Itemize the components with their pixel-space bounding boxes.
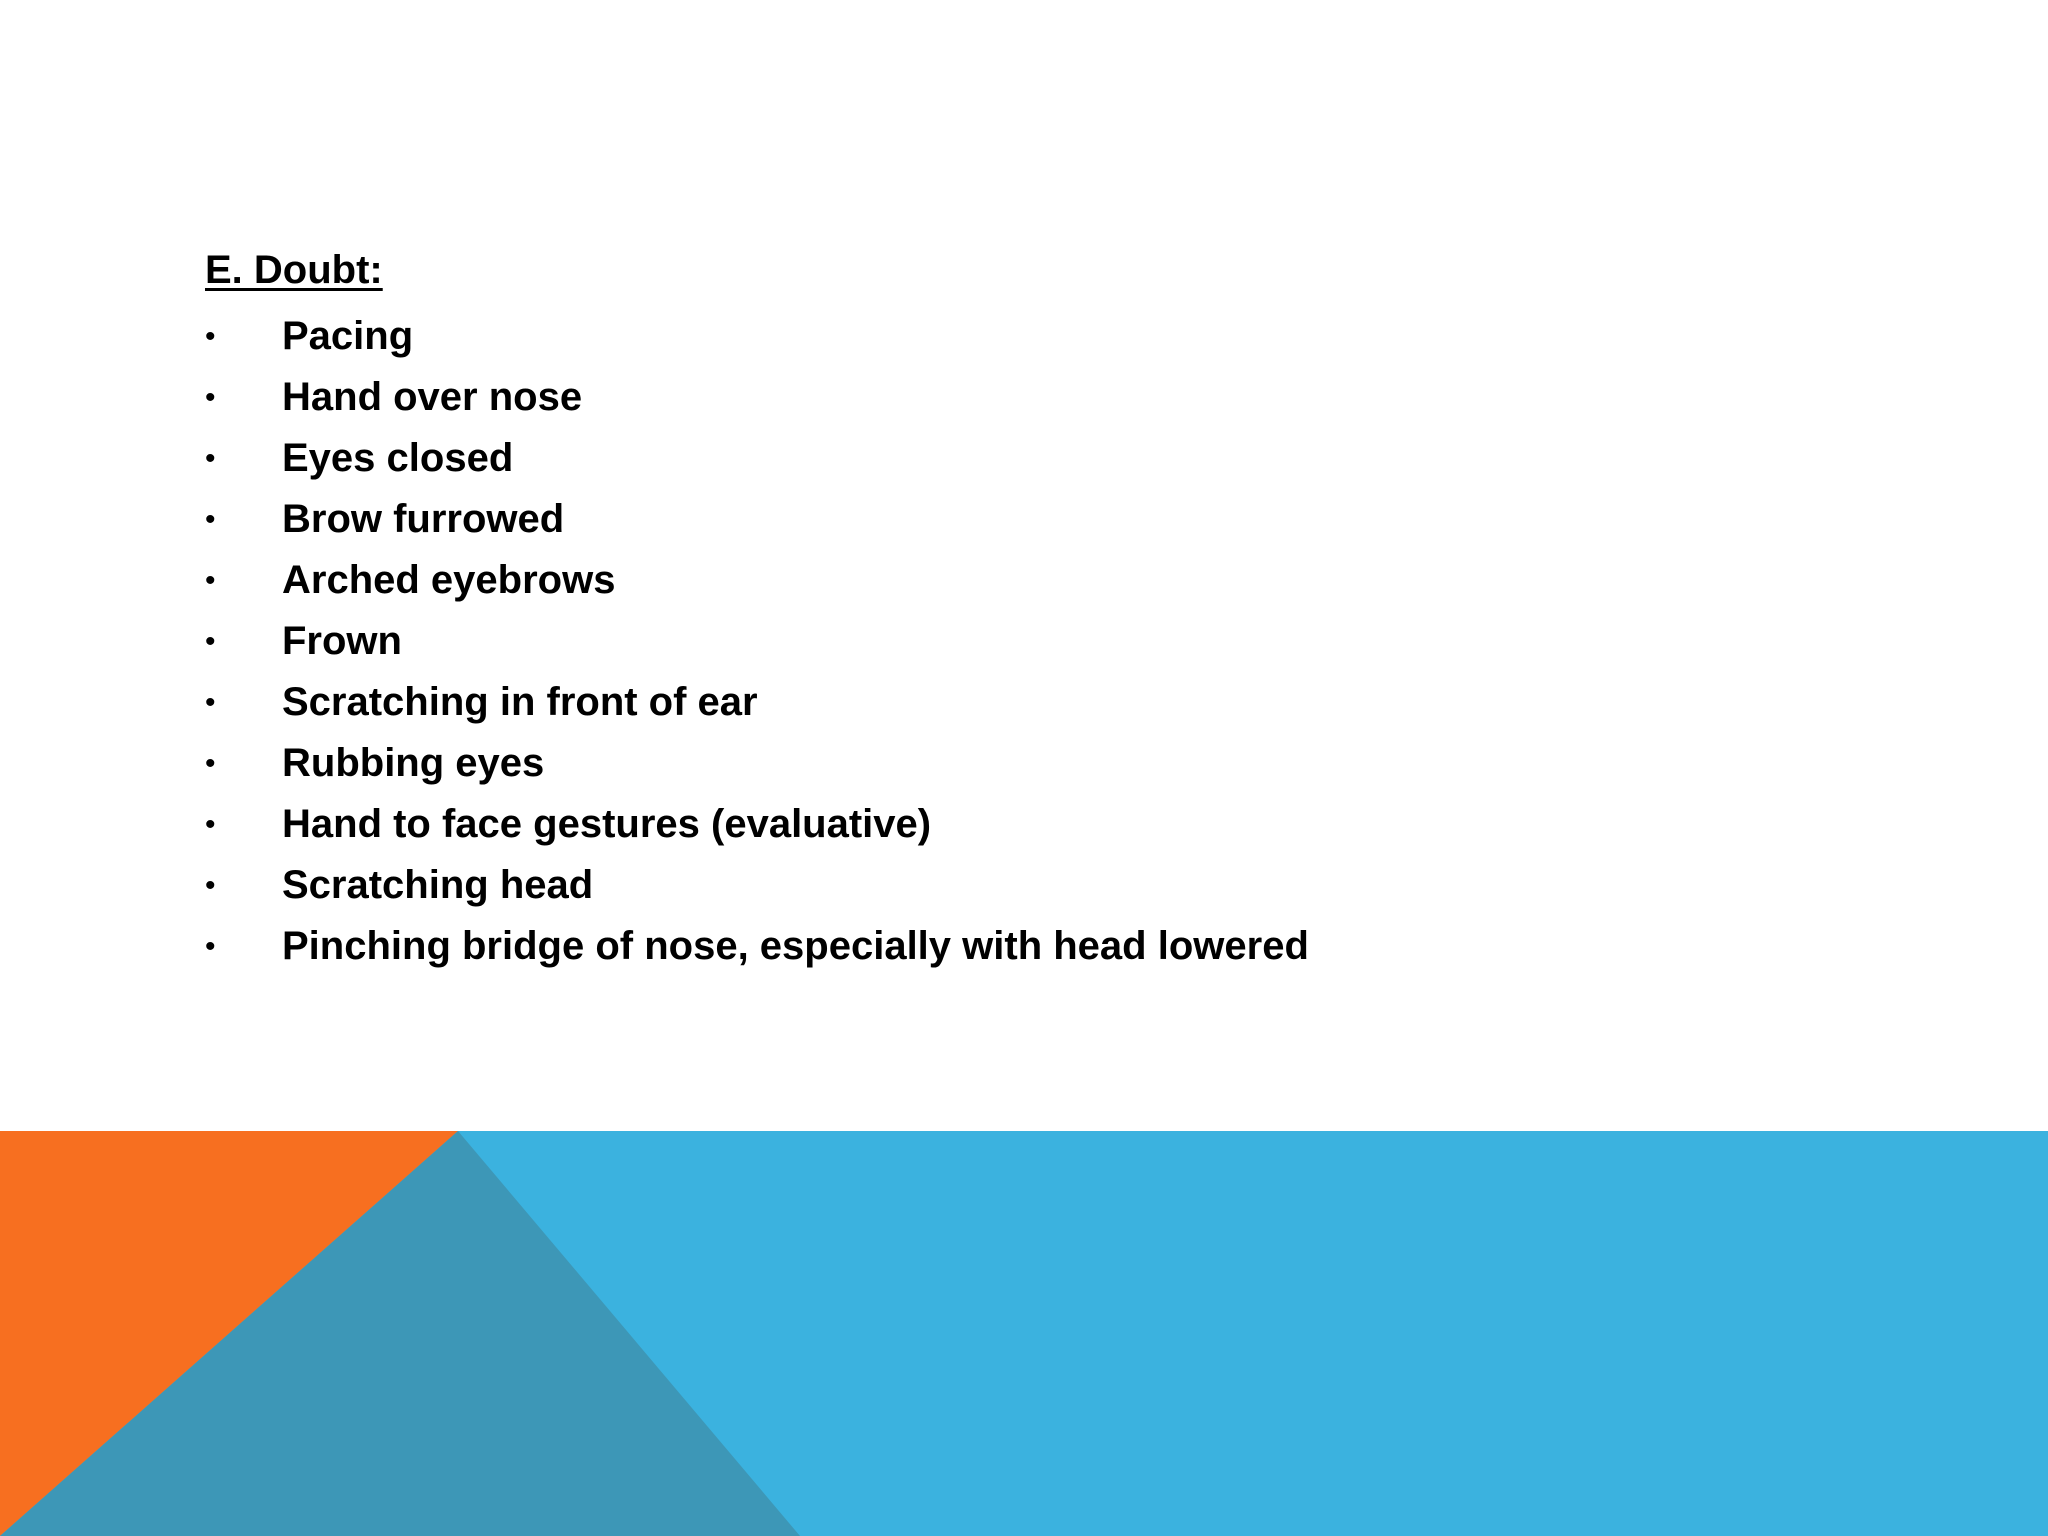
list-item-text: Hand to face gestures (evaluative) — [282, 802, 932, 846]
list-item — [205, 855, 1905, 916]
bullet-icon: • — [205, 564, 216, 597]
bullet-icon: • — [205, 686, 216, 719]
bullet-icon: • — [205, 808, 216, 841]
list-item-text: Pacing — [282, 314, 414, 358]
list-item-text: Frown — [282, 619, 402, 663]
bullet-icon: • — [205, 869, 216, 902]
bullet-icon: • — [205, 747, 216, 780]
list-item — [205, 611, 1905, 672]
footer-shapes — [0, 1131, 2048, 1536]
list-item-text: Rubbing eyes — [282, 741, 545, 785]
list-item — [205, 367, 1905, 428]
list-item — [205, 733, 1905, 794]
list-item — [205, 428, 1905, 489]
list-item — [205, 550, 1905, 611]
list-item-text: Scratching head — [282, 863, 594, 907]
list-item — [205, 489, 1905, 550]
bullet-icon: • — [205, 320, 216, 353]
list-item — [205, 916, 1905, 977]
bullet-icon: • — [205, 503, 216, 536]
list-item-text: Brow furrowed — [282, 497, 565, 541]
bullet-icon: • — [205, 381, 216, 414]
bullet-list — [205, 306, 1905, 977]
list-item-text: Eyes closed — [282, 436, 514, 480]
slide-heading: E. Doubt: — [205, 248, 383, 292]
slide-content — [205, 245, 1905, 977]
decorative-footer-band — [0, 1131, 2048, 1536]
list-item-text: Scratching in front of ear — [282, 680, 758, 724]
bullet-icon: • — [205, 625, 216, 658]
list-item — [205, 672, 1905, 733]
bullet-icon: • — [205, 442, 216, 475]
list-item — [205, 306, 1905, 367]
list-item — [205, 794, 1905, 855]
bullet-icon: • — [205, 930, 216, 963]
list-item-text: Pinching bridge of nose, especially with head lowered — [282, 924, 1309, 968]
list-item-text: Hand over nose — [282, 375, 583, 419]
list-item-text: Arched eyebrows — [282, 558, 616, 602]
